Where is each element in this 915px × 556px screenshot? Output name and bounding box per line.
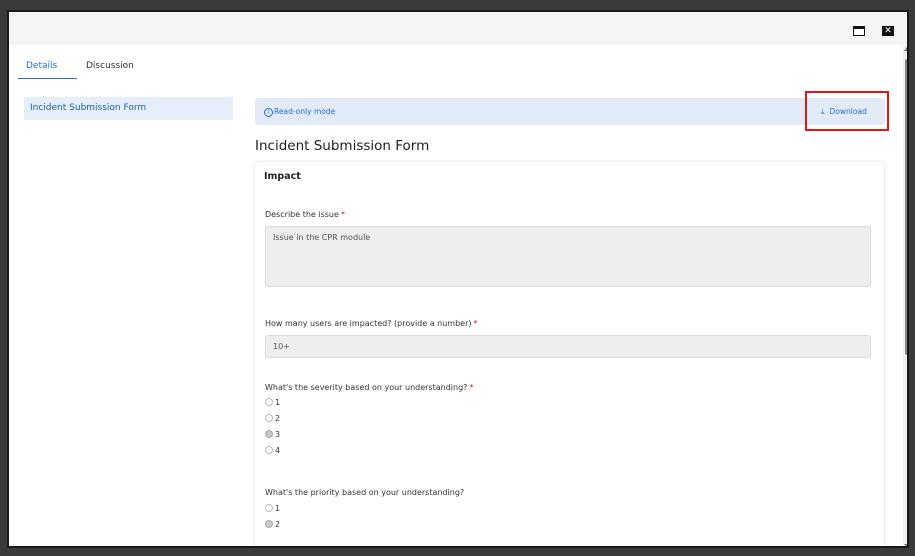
title-bar xyxy=(9,12,907,45)
section-title: Impact xyxy=(264,171,301,182)
form-card xyxy=(255,162,884,548)
field-label-describe-issue xyxy=(265,210,345,219)
radio-button[interactable] xyxy=(265,398,273,406)
radio-button-selected[interactable] xyxy=(265,430,273,438)
download-button[interactable] xyxy=(821,107,867,119)
radio-button[interactable] xyxy=(265,504,273,512)
field-label-text: What's the severity based on your understanding? xyxy=(265,383,468,392)
radio-label: 2 xyxy=(275,520,281,529)
severity-option-2[interactable] xyxy=(265,414,280,426)
scroll-down-icon[interactable] xyxy=(904,544,909,548)
radio-label: 4 xyxy=(275,446,281,455)
modal-window xyxy=(7,10,909,548)
radio-label: 3 xyxy=(275,430,281,439)
scrollbar-thumb[interactable] xyxy=(905,59,909,355)
required-marker: * xyxy=(469,383,474,392)
field-label-priority xyxy=(265,488,464,497)
field-label-text: Describe the issue xyxy=(265,210,339,219)
severity-option-1[interactable] xyxy=(265,398,280,410)
severity-option-3[interactable] xyxy=(265,430,280,442)
describe-issue-textarea[interactable]: Issue in the CPR module xyxy=(265,226,871,287)
radio-label: 1 xyxy=(275,398,281,407)
tab-discussion[interactable]: Discussion xyxy=(86,61,134,71)
sidebar-item-incident-submission-form[interactable]: Incident Submission Form xyxy=(24,97,233,120)
download-label: Download xyxy=(829,107,867,116)
radio-label: 2 xyxy=(275,414,281,423)
radio-button-selected[interactable] xyxy=(265,520,273,528)
vertical-scrollbar[interactable] xyxy=(903,45,909,548)
priority-option-1[interactable] xyxy=(265,504,280,516)
form-title: Incident Submission Form xyxy=(255,138,430,154)
required-marker: * xyxy=(340,210,345,219)
severity-option-4[interactable] xyxy=(265,446,280,458)
field-label-text: How many users are impacted? (provide a number) xyxy=(265,319,472,328)
radio-label: 1 xyxy=(275,504,281,513)
read-only-banner xyxy=(255,98,885,125)
field-label-users-impacted xyxy=(265,319,478,328)
radio-button[interactable] xyxy=(265,446,273,454)
info-icon: i xyxy=(264,108,273,117)
required-marker: * xyxy=(473,319,478,328)
scroll-up-icon[interactable] xyxy=(904,47,909,51)
priority-option-2[interactable] xyxy=(265,520,280,532)
read-only-text: Read-only mode xyxy=(274,107,336,116)
tab-details[interactable]: Details xyxy=(18,56,77,79)
field-label-severity xyxy=(265,383,473,392)
radio-button[interactable] xyxy=(265,414,273,422)
field-label-text: What's the priority based on your understanding? xyxy=(265,488,465,497)
close-icon[interactable]: ✕ xyxy=(882,26,894,36)
maximize-icon[interactable] xyxy=(853,26,865,36)
download-icon: ⤓ xyxy=(821,107,825,116)
users-impacted-input[interactable]: 10+ xyxy=(265,335,871,358)
